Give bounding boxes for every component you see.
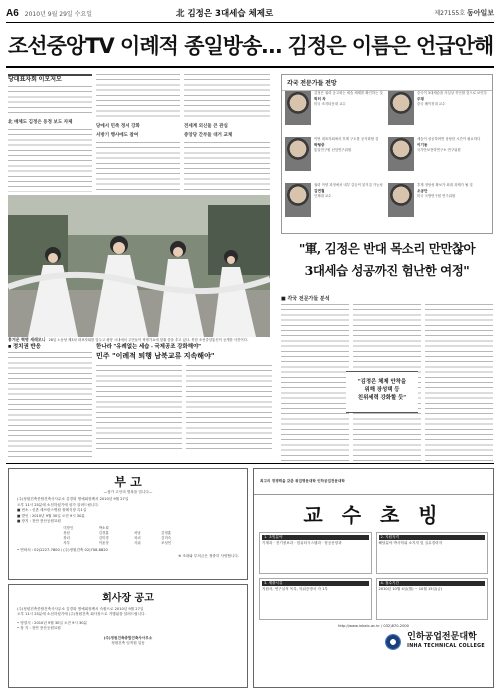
- expert-portrait: [285, 91, 311, 125]
- notice-signature-2: 정원건축 임직원 일동: [111, 641, 145, 646]
- expert-portrait: [388, 183, 414, 217]
- recruit-section-text: 기계과 · 전기정보과 · 컴퓨터시스템과 · 항공운항과: [262, 541, 342, 545]
- expert-portrait: [388, 91, 414, 125]
- ad-divider: [6, 463, 494, 464]
- expert-role: 통일연구원 선임연구위원: [314, 148, 352, 152]
- article-subhead: 중앙당 간부들 대거 교체: [184, 133, 233, 139]
- politics-column: [8, 345, 92, 460]
- expert-name: 오공단: [417, 189, 428, 193]
- college-logo: [254, 629, 493, 655]
- obituary-title: 부 고: [114, 475, 142, 489]
- brand-name: 동아일보: [466, 8, 494, 17]
- college-emblem-icon: [385, 634, 401, 650]
- caption-text: 28일 노동당 제3차 대표자회를 앞두고 평양 시내에서 주민들이 혁명가요에 맞춰 춤을 추고 있다. 북한 조선중앙통신이 공개한 사진이다.: [48, 338, 249, 342]
- inset-quote: [346, 371, 418, 413]
- recruit-topbar: [254, 469, 493, 495]
- header-rule: [6, 22, 494, 23]
- recruit-title: 교 수 초 빙: [303, 503, 444, 527]
- recruit-section: [376, 578, 489, 620]
- expert-panel: [281, 74, 493, 234]
- expert-role: 국가안보전략연구소 연구위원: [417, 148, 461, 152]
- expert-quote: 후계 정당성 확보가 최대 과제가 될 것: [417, 183, 473, 187]
- expert-card: [285, 137, 389, 179]
- dancers-photo-illustration: [8, 195, 270, 337]
- family-table: 미망인 박소희 장남 김경훈 차남 김영훈 장녀 김미경 차녀 김미숙 자부 이윤정 사위 조성민: [63, 526, 171, 546]
- pull-quote-headline: [281, 238, 493, 288]
- body-text: [186, 365, 272, 451]
- expert-card: [285, 91, 389, 133]
- issue-number: 제27155호: [434, 10, 466, 17]
- expert-role: 중국 베이징대 교수: [417, 102, 446, 106]
- politics-head: ■ 정치권 반응: [8, 344, 41, 350]
- recruit-section-head: 1. 초빙분야: [262, 535, 369, 540]
- article-column-3: [184, 74, 270, 192]
- faculty-recruitment-ad: [253, 468, 494, 688]
- analysis-head: ■ 각국 전문가들 분석: [281, 296, 330, 302]
- funeral-notice-ad: [8, 584, 248, 688]
- body-text: [8, 129, 92, 192]
- photo-caption: [8, 338, 270, 343]
- notice-line: 오후 11시 25분에 소천하셨기에 (주)정원건축 회사장으로 거행됨을 알려드립니다.: [17, 612, 146, 617]
- expert-portrait: [388, 137, 414, 171]
- recruit-section-head: 3. 제출서류: [262, 581, 369, 586]
- recruit-tagline: 최고의 경쟁력을 갖춘 취업명문대학 인하공업전문대학: [260, 478, 345, 483]
- expert-name: 김연철: [314, 189, 325, 193]
- obituary-line: ■ 장지 : 천안 풍산공원묘원: [17, 519, 61, 524]
- body-text: [184, 74, 270, 120]
- body-text: [96, 365, 182, 451]
- recruit-section-head: 2. 지원자격: [379, 535, 486, 540]
- article-column-2: [96, 74, 180, 192]
- obituary-line: ■ 발인 : 2010년 9월 30일 오전 9시 30분: [17, 513, 85, 518]
- recruit-section-text: 지원서, 연구실적 목록, 학위증명서 각 1부: [262, 587, 328, 591]
- body-text: [96, 142, 180, 192]
- recruit-url: http://www.inhatc.ac.kr / 032)870-2000: [338, 624, 409, 628]
- obituary-line: (주)정원건축종합건축사사무소 김경화 명예회장께서 2010년 9월 27일: [17, 497, 129, 502]
- notice-line: (주)정원건축종합건축사사무소 김경화 명예회장께서 숙환으로 2010년 9월 27일: [17, 607, 144, 611]
- expert-card: [388, 91, 492, 133]
- article-subhead: 당에서 민족 정서 강화: [96, 124, 140, 129]
- body-text: [8, 352, 92, 460]
- college-name: 인하공업전문대학: [407, 632, 477, 643]
- issue-date: 2010년 9월 29일 수요일: [24, 10, 93, 18]
- page-header: [6, 6, 494, 20]
- party-subhead: 민주 "이례적 퇴행 남북교류 지속해야": [96, 352, 215, 361]
- obituary-footer: ※ 조화와 부의금은 정중히 사양합니다.: [178, 553, 239, 558]
- body-text: [281, 304, 349, 464]
- obituary-line: 오후 11시 25분에 소천하셨기에 삼가 알려드립니다.: [17, 502, 99, 507]
- expert-name: 박형중: [314, 143, 325, 147]
- expert-quote: 권력 이양 과정에서 내부 갈등이 불거질 가능성: [314, 183, 383, 187]
- inset-quote-text: "김정은 체제 안착을 위해 장성택 등 친위세력 강화할 듯": [357, 379, 407, 401]
- expert-role: 미국 조지타운대 교수: [314, 102, 346, 106]
- college-name-en: INHA TECHNICAL COLLEGE: [407, 644, 485, 650]
- recruit-section: [259, 532, 372, 574]
- notice-signature: (주)정원건축종합건축사사무소: [103, 635, 153, 640]
- headline-rule: [6, 66, 494, 68]
- panel-title: 각국 전문가들 전망: [282, 75, 492, 91]
- article-kicker: 당대표자회 이모저모: [8, 74, 92, 83]
- expert-quote: 중국이 3대세습을 사실상 묵인할 것으로 보인다: [417, 91, 487, 95]
- expert-quote: 세습이 성공하려면 상당한 시간이 필요하다: [417, 137, 481, 141]
- page-number: A6: [6, 7, 19, 19]
- expert-quote: 이번 대표자회에서 후계 구도를 공식화할 것: [314, 137, 379, 141]
- body-text: [425, 304, 493, 464]
- expert-card: [388, 137, 492, 179]
- recruit-section-text: 2010년 10월 4일(월) ~ 10월 15일(금): [378, 587, 443, 591]
- recruit-grid: [254, 532, 493, 620]
- recruit-section-head: 4. 접수기간: [379, 581, 486, 586]
- body-text: [184, 142, 270, 192]
- pull-quote-text: "軍, 김정은 반대 목소리 만만찮아 3대세습 성공까진 험난한 여정": [298, 241, 476, 278]
- obituary-line: ■ 빈소 : 신촌 세브란스병원 장례식장 특1실: [17, 508, 87, 513]
- recruit-section-text: 해당분야 박사학위 소지자 및 실무경력자: [378, 541, 443, 545]
- brand-logo: [434, 8, 494, 18]
- party-head: 한나라 "유례없는 세습 - 국제공조 강화해야": [96, 344, 202, 350]
- party-reaction: [96, 345, 272, 451]
- article-subhead: 전세계 외신들 큰 관심: [184, 124, 228, 129]
- headline: 조선중앙TV 이례적 종일방송… 김정은 이름은 언급안해: [8, 34, 494, 58]
- expert-card: [285, 183, 389, 225]
- obituary-ad: [8, 468, 248, 580]
- expert-role: 인제대 교수: [314, 194, 332, 198]
- expert-quote: 김정은 권력 공고화는 세습 체제를 확인하는 것: [314, 91, 383, 95]
- recruit-section: [376, 532, 489, 574]
- expert-portrait: [285, 137, 311, 171]
- obituary-subtitle: —삼가 고인의 명복을 빕니다—: [103, 490, 153, 494]
- expert-card: [388, 183, 492, 225]
- article-subhead: 서방기 행사에도 참여: [96, 133, 139, 139]
- caption-label: 흥겨운 혁명 세레모니: [8, 337, 46, 342]
- expert-portrait: [285, 183, 311, 217]
- expert-role: 미국 국방연구원 연구위원: [417, 194, 456, 198]
- notice-line: • 영결식 : 2010년 9월 30일 오전 9시 30분: [17, 620, 88, 625]
- obituary-contact: • 연락처 : 02)2227-7800 / (주)정원건축 02)708-8820: [17, 548, 108, 553]
- article-column-1: [8, 74, 92, 192]
- body-text: [96, 74, 180, 120]
- recruit-section: [259, 578, 372, 620]
- expert-name: 빅터 차: [314, 97, 326, 101]
- section-title: 北 김정은 3대세습 체제로: [176, 9, 274, 19]
- expert-name: 이기동: [417, 143, 428, 147]
- notice-line: • 장 지 : 천안 풍산공원묘원: [17, 626, 61, 631]
- expert-name: 주펑: [417, 97, 424, 101]
- notice-title: 회사장 공고: [102, 593, 154, 604]
- body-text: [8, 86, 92, 116]
- article-subhead: 北 매체도 김정은 동정 보도 자제: [8, 120, 73, 126]
- news-photo: [8, 195, 270, 337]
